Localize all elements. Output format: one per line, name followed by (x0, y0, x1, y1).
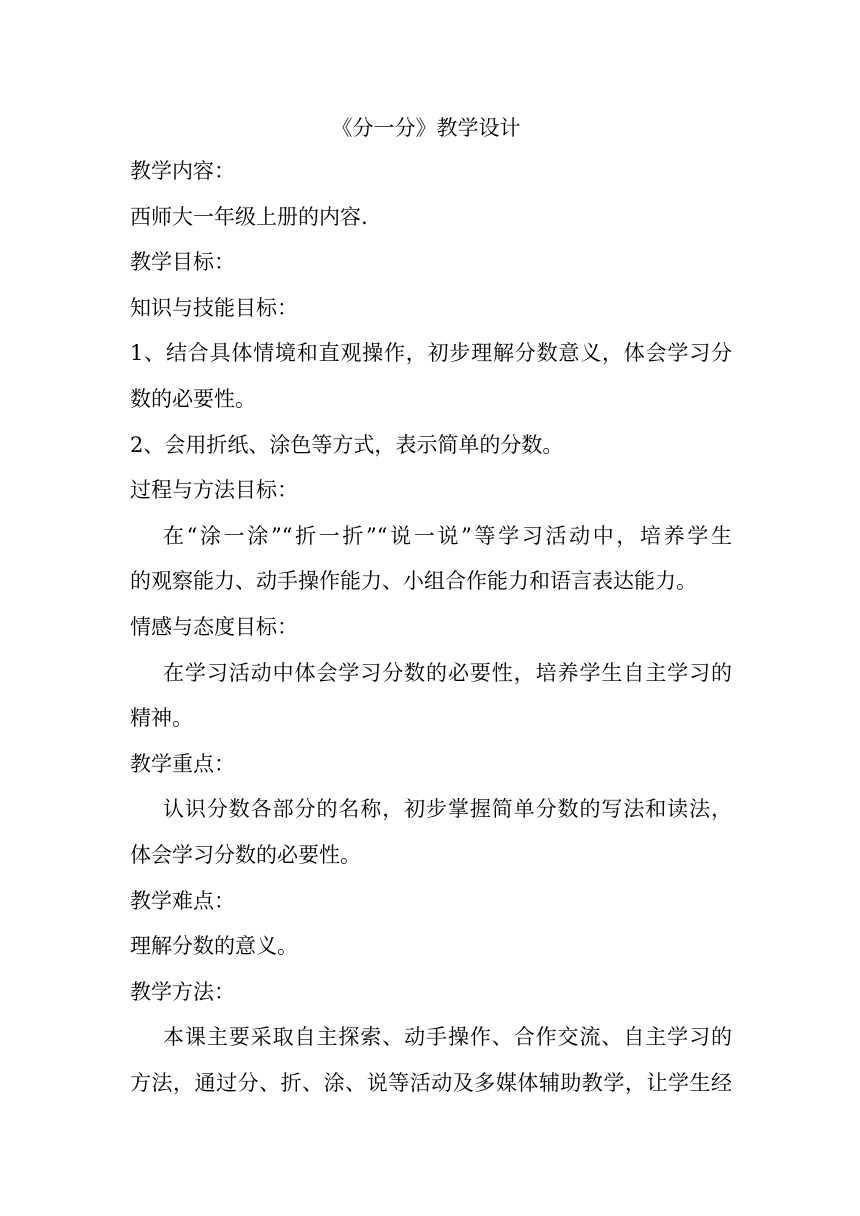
text-line: 2、会用折纸、涂色等方式，表示简单的分数。 (130, 432, 564, 457)
text-line: 理解分数的意义。 (130, 934, 298, 959)
text-line: 西师大一年级上册的内容. (130, 204, 368, 229)
text-line: 在学习活动中体会学习分数的必要性，培养学生自主学习的 (163, 660, 732, 685)
text-line: 1、结合具体情境和直观操作，初步理解分数意义，体会学习分 (130, 341, 732, 366)
text-line: 的观察能力、动手操作能力、小组合作能力和语言表达能力。 (130, 569, 697, 594)
text-line: 精神。 (130, 706, 193, 731)
text-line: 知识与技能目标： (130, 295, 298, 320)
text-line: 教学方法： (130, 979, 235, 1004)
text-line: 本课主要采取自主探索、动手操作、合作交流、自主学习的 (163, 1025, 732, 1050)
text-line: 方法，通过分、折、涂、说等活动及多媒体辅助教学，让学生经 (130, 1070, 732, 1095)
text-line: 教学重点： (130, 751, 235, 776)
text-line: 在“涂一涂”“折一折”“说一说”等学习活动中，培养学生 (163, 523, 732, 548)
text-line: 过程与方法目标： (130, 478, 298, 503)
document-body (130, 114, 732, 1106)
document-lines (130, 149, 732, 1106)
text-line: 教学内容： (130, 159, 235, 183)
document-title: 《分一分》教学设计 (331, 116, 521, 140)
text-line: 教学目标： (130, 250, 235, 275)
text-line: 体会学习分数的必要性。 (130, 842, 361, 867)
text-line: 数的必要性。 (130, 386, 256, 411)
text-line: 教学难点： (130, 888, 235, 913)
text-line: 认识分数各部分的名称，初步掌握简单分数的写法和读法， (163, 797, 732, 822)
text-line: 情感与态度目标： (130, 614, 298, 639)
